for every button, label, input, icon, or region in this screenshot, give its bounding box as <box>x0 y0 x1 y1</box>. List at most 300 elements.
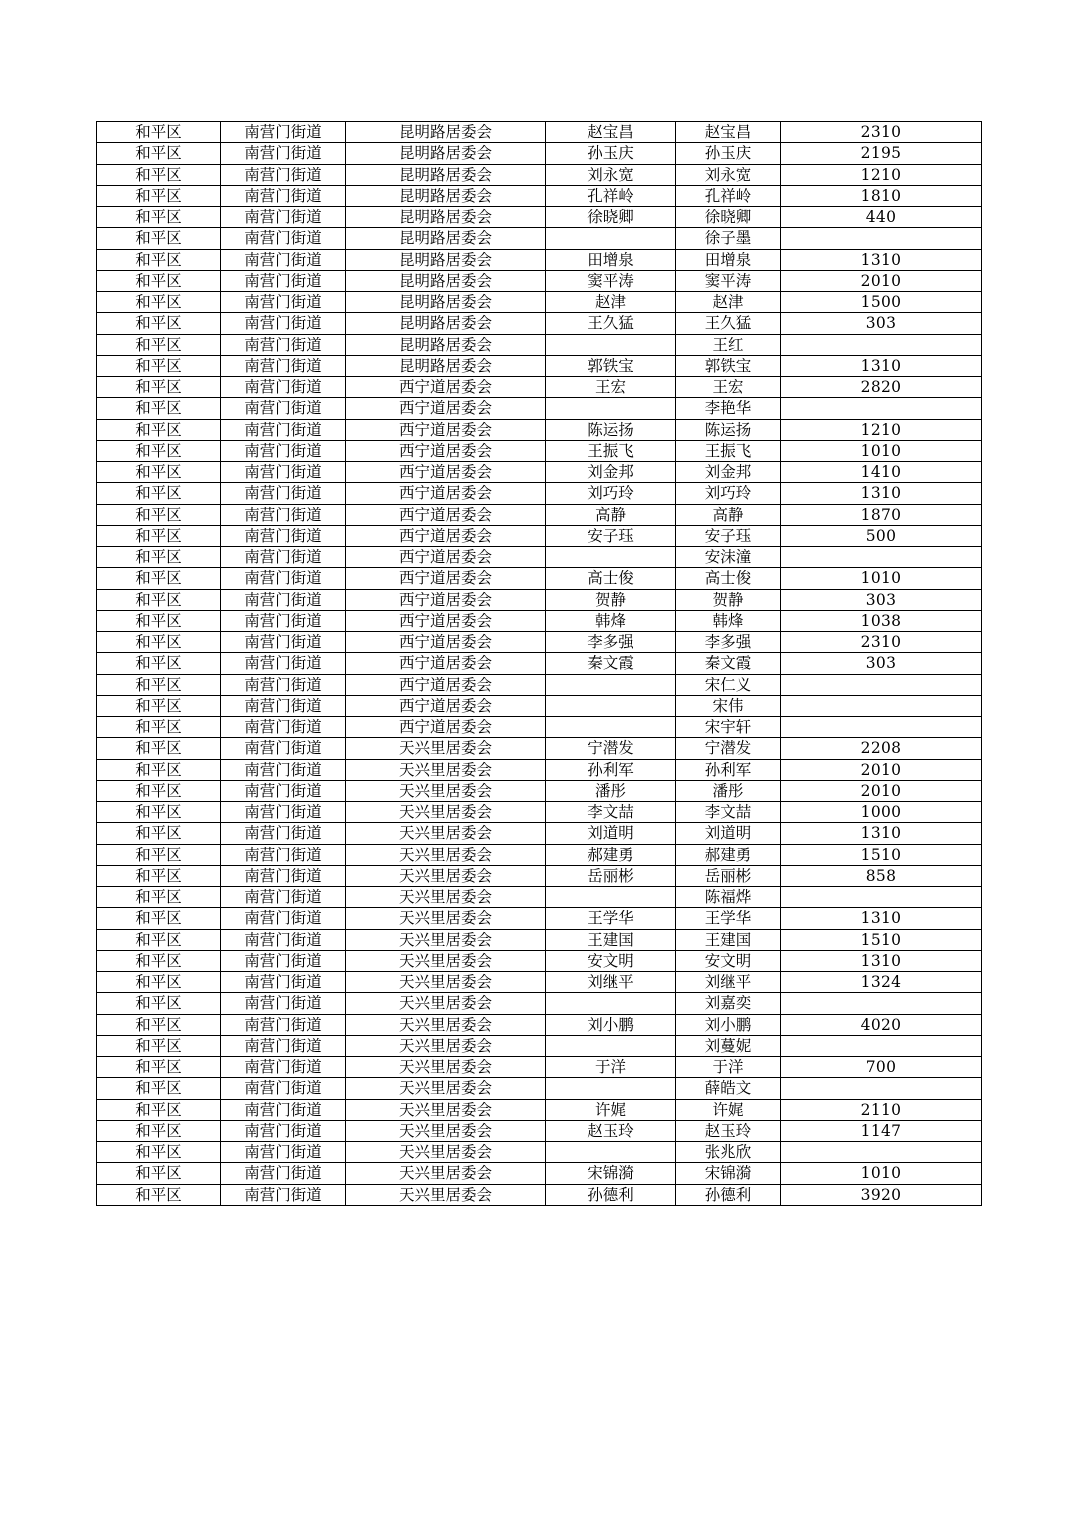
table-row <box>97 462 982 483</box>
cell-street: 南营门街道 <box>221 419 346 440</box>
cell-district: 和平区 <box>97 377 221 398</box>
table-row <box>97 313 982 334</box>
cell-committee: 西宁道居委会 <box>346 462 546 483</box>
table-row <box>97 1120 982 1141</box>
cell-district: 和平区 <box>97 568 221 589</box>
cell-applicant <box>546 547 676 568</box>
cell-recipient: 岳丽彬 <box>676 865 781 886</box>
cell-street: 南营门街道 <box>221 334 346 355</box>
cell-committee: 天兴里居委会 <box>346 1142 546 1163</box>
cell-street: 南营门街道 <box>221 780 346 801</box>
cell-applicant: 王宏 <box>546 377 676 398</box>
cell-applicant: 刘巧玲 <box>546 483 676 504</box>
cell-committee: 昆明路居委会 <box>346 313 546 334</box>
cell-district: 和平区 <box>97 1163 221 1184</box>
cell-street: 南营门街道 <box>221 759 346 780</box>
cell-district: 和平区 <box>97 972 221 993</box>
cell-applicant <box>546 887 676 908</box>
cell-recipient: 孙利军 <box>676 759 781 780</box>
cell-street: 南营门街道 <box>221 589 346 610</box>
cell-committee: 昆明路居委会 <box>346 143 546 164</box>
cell-district: 和平区 <box>97 717 221 738</box>
cell-district: 和平区 <box>97 908 221 929</box>
cell-committee: 昆明路居委会 <box>346 228 546 249</box>
cell-street: 南营门街道 <box>221 398 346 419</box>
cell-amount: 1010 <box>781 568 982 589</box>
cell-street: 南营门街道 <box>221 1163 346 1184</box>
cell-applicant <box>546 993 676 1014</box>
table-row <box>97 249 982 270</box>
cell-committee: 西宁道居委会 <box>346 398 546 419</box>
table-row <box>97 207 982 228</box>
cell-committee: 西宁道居委会 <box>346 419 546 440</box>
cell-recipient: 宁潜发 <box>676 738 781 759</box>
cell-street: 南营门街道 <box>221 802 346 823</box>
table-row <box>97 950 982 971</box>
table-row <box>97 610 982 631</box>
cell-amount <box>781 674 982 695</box>
cell-recipient: 赵津 <box>676 292 781 313</box>
cell-applicant <box>546 695 676 716</box>
cell-amount: 1510 <box>781 844 982 865</box>
cell-applicant: 田增泉 <box>546 249 676 270</box>
cell-amount: 1310 <box>781 908 982 929</box>
cell-applicant: 秦文霞 <box>546 653 676 674</box>
cell-committee: 天兴里居委会 <box>346 908 546 929</box>
cell-applicant <box>546 674 676 695</box>
table-row <box>97 377 982 398</box>
cell-recipient: 窦平涛 <box>676 270 781 291</box>
cell-amount: 1810 <box>781 185 982 206</box>
cell-street: 南营门街道 <box>221 228 346 249</box>
cell-applicant: 王学华 <box>546 908 676 929</box>
cell-applicant: 潘彤 <box>546 780 676 801</box>
cell-amount: 1870 <box>781 504 982 525</box>
cell-recipient: 秦文霞 <box>676 653 781 674</box>
cell-committee: 西宁道居委会 <box>346 440 546 461</box>
table-row <box>97 1099 982 1120</box>
subsidy-table <box>96 121 982 1206</box>
cell-applicant: 于洋 <box>546 1057 676 1078</box>
cell-amount: 1310 <box>781 950 982 971</box>
cell-applicant: 郭铁宝 <box>546 355 676 376</box>
cell-street: 南营门街道 <box>221 972 346 993</box>
cell-amount: 700 <box>781 1057 982 1078</box>
table-row <box>97 1184 982 1205</box>
cell-recipient: 许娓 <box>676 1099 781 1120</box>
cell-district: 和平区 <box>97 1057 221 1078</box>
cell-district: 和平区 <box>97 1099 221 1120</box>
cell-street: 南营门街道 <box>221 143 346 164</box>
cell-recipient: 陈运扬 <box>676 419 781 440</box>
table-row <box>97 717 982 738</box>
cell-district: 和平区 <box>97 122 221 143</box>
cell-recipient: 刘金邦 <box>676 462 781 483</box>
table-row <box>97 1035 982 1056</box>
cell-committee: 昆明路居委会 <box>346 355 546 376</box>
cell-applicant: 宁潜发 <box>546 738 676 759</box>
table-row <box>97 823 982 844</box>
cell-committee: 昆明路居委会 <box>346 207 546 228</box>
cell-amount: 2195 <box>781 143 982 164</box>
cell-recipient: 张兆欣 <box>676 1142 781 1163</box>
cell-committee: 天兴里居委会 <box>346 1184 546 1205</box>
cell-district: 和平区 <box>97 950 221 971</box>
table-row <box>97 887 982 908</box>
cell-recipient: 贺静 <box>676 589 781 610</box>
cell-committee: 西宁道居委会 <box>346 674 546 695</box>
cell-recipient: 王建国 <box>676 929 781 950</box>
cell-applicant: 孙德利 <box>546 1184 676 1205</box>
cell-applicant: 王建国 <box>546 929 676 950</box>
table-row <box>97 1057 982 1078</box>
cell-district: 和平区 <box>97 164 221 185</box>
cell-street: 南营门街道 <box>221 610 346 631</box>
table-row <box>97 1014 982 1035</box>
cell-street: 南营门街道 <box>221 1078 346 1099</box>
cell-street: 南营门街道 <box>221 568 346 589</box>
cell-street: 南营门街道 <box>221 249 346 270</box>
cell-amount: 1010 <box>781 440 982 461</box>
cell-amount <box>781 334 982 355</box>
cell-amount: 1210 <box>781 164 982 185</box>
cell-street: 南营门街道 <box>221 1057 346 1078</box>
cell-district: 和平区 <box>97 929 221 950</box>
cell-committee: 天兴里居委会 <box>346 972 546 993</box>
cell-committee: 昆明路居委会 <box>346 249 546 270</box>
cell-street: 南营门街道 <box>221 270 346 291</box>
cell-street: 南营门街道 <box>221 844 346 865</box>
cell-amount: 2208 <box>781 738 982 759</box>
cell-amount: 1510 <box>781 929 982 950</box>
cell-street: 南营门街道 <box>221 887 346 908</box>
table-row <box>97 1142 982 1163</box>
cell-amount: 2110 <box>781 1099 982 1120</box>
cell-amount: 2310 <box>781 632 982 653</box>
cell-amount: 303 <box>781 313 982 334</box>
cell-applicant: 窦平涛 <box>546 270 676 291</box>
cell-committee: 天兴里居委会 <box>346 929 546 950</box>
cell-street: 南营门街道 <box>221 865 346 886</box>
cell-amount: 2820 <box>781 377 982 398</box>
cell-district: 和平区 <box>97 844 221 865</box>
cell-amount <box>781 887 982 908</box>
cell-committee: 昆明路居委会 <box>346 292 546 313</box>
cell-amount <box>781 1142 982 1163</box>
cell-district: 和平区 <box>97 228 221 249</box>
cell-amount <box>781 993 982 1014</box>
cell-applicant: 李文喆 <box>546 802 676 823</box>
cell-recipient: 孙玉庆 <box>676 143 781 164</box>
cell-amount: 1147 <box>781 1120 982 1141</box>
table-row <box>97 674 982 695</box>
cell-district: 和平区 <box>97 780 221 801</box>
cell-committee: 昆明路居委会 <box>346 270 546 291</box>
cell-committee: 天兴里居委会 <box>346 802 546 823</box>
cell-district: 和平区 <box>97 1184 221 1205</box>
cell-committee: 昆明路居委会 <box>346 334 546 355</box>
cell-amount <box>781 547 982 568</box>
cell-committee: 西宁道居委会 <box>346 568 546 589</box>
cell-committee: 天兴里居委会 <box>346 1014 546 1035</box>
cell-street: 南营门街道 <box>221 1120 346 1141</box>
cell-amount: 3920 <box>781 1184 982 1205</box>
cell-district: 和平区 <box>97 504 221 525</box>
cell-applicant: 孙利军 <box>546 759 676 780</box>
cell-committee: 天兴里居委会 <box>346 993 546 1014</box>
table-row <box>97 122 982 143</box>
cell-applicant: 韩烽 <box>546 610 676 631</box>
cell-amount: 440 <box>781 207 982 228</box>
table-row <box>97 802 982 823</box>
cell-amount: 1310 <box>781 823 982 844</box>
cell-recipient: 安子珏 <box>676 525 781 546</box>
cell-recipient: 郭铁宝 <box>676 355 781 376</box>
cell-applicant: 刘小鹏 <box>546 1014 676 1035</box>
cell-recipient: 潘彤 <box>676 780 781 801</box>
table-row <box>97 759 982 780</box>
cell-amount: 1210 <box>781 419 982 440</box>
cell-street: 南营门街道 <box>221 207 346 228</box>
cell-district: 和平区 <box>97 802 221 823</box>
cell-committee: 天兴里居委会 <box>346 887 546 908</box>
cell-street: 南营门街道 <box>221 1142 346 1163</box>
cell-district: 和平区 <box>97 653 221 674</box>
cell-committee: 天兴里居委会 <box>346 1078 546 1099</box>
cell-committee: 西宁道居委会 <box>346 695 546 716</box>
cell-district: 和平区 <box>97 483 221 504</box>
cell-recipient: 徐晓卿 <box>676 207 781 228</box>
table-row <box>97 908 982 929</box>
cell-applicant <box>546 1078 676 1099</box>
cell-committee: 天兴里居委会 <box>346 1120 546 1141</box>
cell-street: 南营门街道 <box>221 738 346 759</box>
cell-applicant: 李多强 <box>546 632 676 653</box>
table-row <box>97 780 982 801</box>
cell-amount: 1010 <box>781 1163 982 1184</box>
cell-applicant <box>546 1035 676 1056</box>
cell-amount: 1310 <box>781 249 982 270</box>
cell-street: 南营门街道 <box>221 504 346 525</box>
table-row <box>97 419 982 440</box>
cell-amount <box>781 228 982 249</box>
cell-district: 和平区 <box>97 1120 221 1141</box>
cell-street: 南营门街道 <box>221 292 346 313</box>
cell-committee: 西宁道居委会 <box>346 717 546 738</box>
cell-amount: 303 <box>781 653 982 674</box>
cell-recipient: 李多强 <box>676 632 781 653</box>
cell-street: 南营门街道 <box>221 313 346 334</box>
cell-district: 和平区 <box>97 292 221 313</box>
cell-street: 南营门街道 <box>221 653 346 674</box>
cell-district: 和平区 <box>97 1078 221 1099</box>
cell-street: 南营门街道 <box>221 483 346 504</box>
cell-street: 南营门街道 <box>221 547 346 568</box>
table-row <box>97 185 982 206</box>
cell-district: 和平区 <box>97 823 221 844</box>
cell-recipient: 刘永宽 <box>676 164 781 185</box>
cell-district: 和平区 <box>97 143 221 164</box>
table-row <box>97 972 982 993</box>
cell-recipient: 徐子墨 <box>676 228 781 249</box>
cell-street: 南营门街道 <box>221 462 346 483</box>
cell-street: 南营门街道 <box>221 823 346 844</box>
table-row <box>97 504 982 525</box>
cell-district: 和平区 <box>97 270 221 291</box>
cell-recipient: 刘继平 <box>676 972 781 993</box>
cell-applicant: 徐晓卿 <box>546 207 676 228</box>
table-row <box>97 738 982 759</box>
cell-committee: 天兴里居委会 <box>346 950 546 971</box>
cell-recipient: 宋仁义 <box>676 674 781 695</box>
cell-applicant <box>546 398 676 419</box>
table-row <box>97 929 982 950</box>
cell-recipient: 王振飞 <box>676 440 781 461</box>
cell-district: 和平区 <box>97 334 221 355</box>
cell-applicant: 岳丽彬 <box>546 865 676 886</box>
cell-applicant: 高静 <box>546 504 676 525</box>
cell-street: 南营门街道 <box>221 695 346 716</box>
cell-applicant: 孙玉庆 <box>546 143 676 164</box>
cell-street: 南营门街道 <box>221 632 346 653</box>
cell-street: 南营门街道 <box>221 122 346 143</box>
cell-recipient: 于洋 <box>676 1057 781 1078</box>
cell-applicant: 宋锦漪 <box>546 1163 676 1184</box>
table-row <box>97 547 982 568</box>
cell-recipient: 郝建勇 <box>676 844 781 865</box>
cell-amount <box>781 717 982 738</box>
cell-amount: 858 <box>781 865 982 886</box>
cell-committee: 西宁道居委会 <box>346 610 546 631</box>
table-row <box>97 355 982 376</box>
cell-district: 和平区 <box>97 313 221 334</box>
cell-district: 和平区 <box>97 632 221 653</box>
cell-amount: 1310 <box>781 355 982 376</box>
cell-applicant <box>546 334 676 355</box>
cell-street: 南营门街道 <box>221 674 346 695</box>
cell-committee: 天兴里居委会 <box>346 1035 546 1056</box>
cell-applicant: 刘金邦 <box>546 462 676 483</box>
cell-applicant: 王久猛 <box>546 313 676 334</box>
cell-committee: 西宁道居委会 <box>346 483 546 504</box>
cell-recipient: 王宏 <box>676 377 781 398</box>
table-row <box>97 398 982 419</box>
cell-applicant: 高士俊 <box>546 568 676 589</box>
table-row <box>97 844 982 865</box>
cell-amount: 1500 <box>781 292 982 313</box>
cell-applicant: 赵津 <box>546 292 676 313</box>
cell-amount: 4020 <box>781 1014 982 1035</box>
cell-applicant: 贺静 <box>546 589 676 610</box>
cell-street: 南营门街道 <box>221 355 346 376</box>
table-row <box>97 589 982 610</box>
cell-street: 南营门街道 <box>221 1184 346 1205</box>
cell-committee: 天兴里居委会 <box>346 780 546 801</box>
cell-amount: 1038 <box>781 610 982 631</box>
cell-street: 南营门街道 <box>221 908 346 929</box>
cell-committee: 西宁道居委会 <box>346 547 546 568</box>
table-row <box>97 143 982 164</box>
cell-recipient: 刘小鹏 <box>676 1014 781 1035</box>
cell-street: 南营门街道 <box>221 185 346 206</box>
cell-amount: 2010 <box>781 780 982 801</box>
cell-street: 南营门街道 <box>221 929 346 950</box>
cell-street: 南营门街道 <box>221 1035 346 1056</box>
cell-street: 南营门街道 <box>221 1014 346 1035</box>
cell-street: 南营门街道 <box>221 717 346 738</box>
cell-street: 南营门街道 <box>221 993 346 1014</box>
cell-amount: 1310 <box>781 483 982 504</box>
cell-district: 和平区 <box>97 759 221 780</box>
cell-amount: 303 <box>781 589 982 610</box>
cell-district: 和平区 <box>97 249 221 270</box>
cell-street: 南营门街道 <box>221 164 346 185</box>
cell-recipient: 刘嘉奕 <box>676 993 781 1014</box>
table-row <box>97 695 982 716</box>
cell-recipient: 赵宝昌 <box>676 122 781 143</box>
cell-applicant <box>546 228 676 249</box>
cell-district: 和平区 <box>97 1035 221 1056</box>
cell-applicant: 陈运扬 <box>546 419 676 440</box>
table-row <box>97 1078 982 1099</box>
cell-applicant: 郝建勇 <box>546 844 676 865</box>
data-table-container <box>96 121 981 1206</box>
cell-district: 和平区 <box>97 525 221 546</box>
cell-recipient: 高士俊 <box>676 568 781 589</box>
cell-applicant: 王振飞 <box>546 440 676 461</box>
cell-district: 和平区 <box>97 865 221 886</box>
cell-applicant <box>546 717 676 738</box>
table-row <box>97 483 982 504</box>
table-row <box>97 228 982 249</box>
table-row <box>97 525 982 546</box>
cell-amount: 1410 <box>781 462 982 483</box>
cell-applicant: 孔祥岭 <box>546 185 676 206</box>
cell-committee: 西宁道居委会 <box>346 632 546 653</box>
cell-recipient: 李文喆 <box>676 802 781 823</box>
table-row <box>97 653 982 674</box>
cell-amount <box>781 1078 982 1099</box>
cell-district: 和平区 <box>97 610 221 631</box>
table-row <box>97 334 982 355</box>
cell-applicant: 刘永宽 <box>546 164 676 185</box>
cell-recipient: 王学华 <box>676 908 781 929</box>
cell-committee: 天兴里居委会 <box>346 1163 546 1184</box>
cell-applicant: 赵玉玲 <box>546 1120 676 1141</box>
cell-district: 和平区 <box>97 1014 221 1035</box>
cell-amount: 1000 <box>781 802 982 823</box>
cell-recipient: 孔祥岭 <box>676 185 781 206</box>
table-row <box>97 1163 982 1184</box>
cell-committee: 天兴里居委会 <box>346 823 546 844</box>
cell-street: 南营门街道 <box>221 440 346 461</box>
cell-amount: 2010 <box>781 270 982 291</box>
cell-recipient: 韩烽 <box>676 610 781 631</box>
cell-recipient: 宋伟 <box>676 695 781 716</box>
cell-committee: 天兴里居委会 <box>346 1099 546 1120</box>
table-row <box>97 270 982 291</box>
cell-district: 和平区 <box>97 887 221 908</box>
cell-applicant: 许娓 <box>546 1099 676 1120</box>
cell-district: 和平区 <box>97 440 221 461</box>
cell-district: 和平区 <box>97 207 221 228</box>
cell-committee: 西宁道居委会 <box>346 525 546 546</box>
cell-district: 和平区 <box>97 355 221 376</box>
cell-amount: 500 <box>781 525 982 546</box>
cell-recipient: 孙德利 <box>676 1184 781 1205</box>
cell-recipient: 陈福烨 <box>676 887 781 908</box>
table-row <box>97 865 982 886</box>
